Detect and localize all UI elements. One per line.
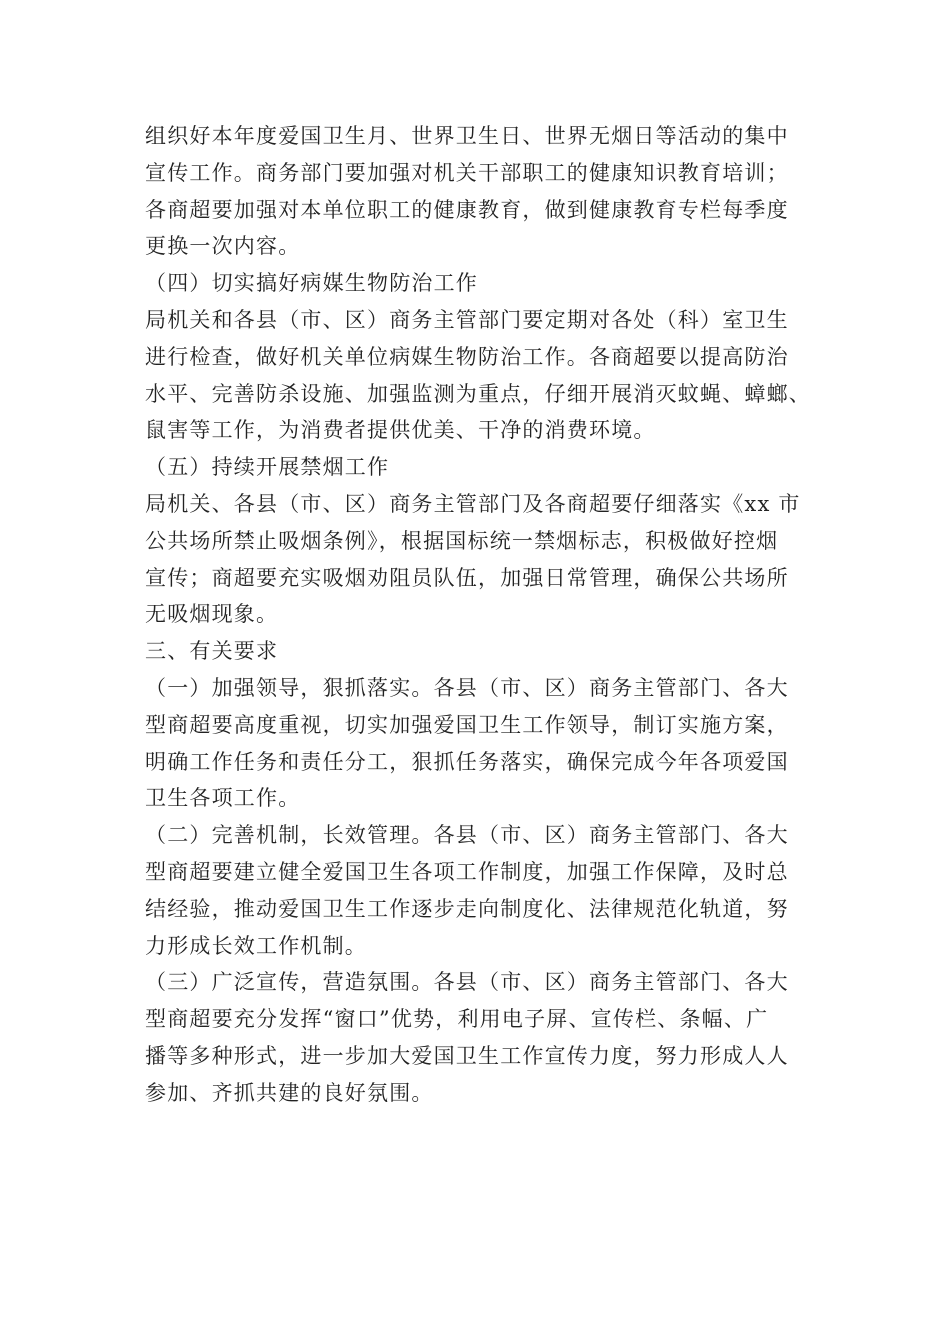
body-line: 宣传；商超要充实吸烟劝阻员队伍，加强日常管理，确保公共场所 xyxy=(145,565,789,590)
body-line: 卫生各项工作。 xyxy=(145,786,301,811)
body-line: （二）完善机制，长效管理。各县（市、区）商务主管部门、各大 xyxy=(145,823,789,848)
document-body xyxy=(145,118,815,1112)
body-line: 更换一次内容。 xyxy=(145,234,301,259)
body-line: （三）广泛宣传，营造氛围。各县（市、区）商务主管部门、各大 xyxy=(145,970,789,995)
body-line: 各商超要加强对本单位职工的健康教育，做到健康教育专栏每季度 xyxy=(145,197,789,222)
body-line: 鼠害等工作，为消费者提供优美、干净的消费环境。 xyxy=(145,418,656,443)
body-line: 力形成长效工作机制。 xyxy=(145,933,367,958)
body-line: 组织好本年度爱国卫生月、世界卫生日、世界无烟日等活动的集中 xyxy=(145,124,789,148)
body-line: 明确工作任务和责任分工，狠抓任务落实，确保完成今年各项爱国 xyxy=(145,749,789,774)
body-line: 型商超要高度重视，切实加强爱国卫生工作领导，制订实施方案， xyxy=(145,712,789,737)
body-line: 播等多种形式，进一步加大爱国卫生工作宣传力度，努力形成人人 xyxy=(145,1043,789,1068)
body-line: 宣传工作。商务部门要加强对机关干部职工的健康知识教育培训； xyxy=(145,160,789,185)
body-line: 无吸烟现象。 xyxy=(145,602,279,627)
body-line: 水平、完善防杀设施、加强监测为重点，仔细开展消灭蚊蝇、蟑螂、 xyxy=(145,381,811,406)
body-line: 结经验，推动爱国卫生工作逐步走向制度化、法律规范化轨道，努 xyxy=(145,896,789,921)
body-line: 型商超要充分发挥“窗口”优势，利用电子屏、宣传栏、条幅、广 xyxy=(145,1007,769,1032)
body-line: 公共场所禁止吸烟条例》，根据国标统一禁烟标志，积极做好控烟 xyxy=(145,528,779,553)
section-heading: （四）切实搞好病媒生物防治工作 xyxy=(145,271,478,296)
body-line: 局机关、各县（市、区）商务主管部门及各商超要仔细落实《xx 市 xyxy=(145,491,801,516)
body-line: 局机关和各县（市、区）商务主管部门要定期对各处（科）室卫生 xyxy=(145,307,789,332)
body-line: （一）加强领导，狠抓落实。各县（市、区）商务主管部门、各大 xyxy=(145,675,789,700)
body-line: 参加、齐抓共建的良好氛围。 xyxy=(145,1080,434,1105)
body-line: 进行检查，做好机关单位病媒生物防治工作。各商超要以提高防治 xyxy=(145,344,789,369)
body-line: 型商超要建立健全爱国卫生各项工作制度，加强工作保障，及时总 xyxy=(145,859,789,884)
section-heading: 三、有关要求 xyxy=(145,639,279,664)
section-heading: （五）持续开展禁烟工作 xyxy=(145,455,390,480)
